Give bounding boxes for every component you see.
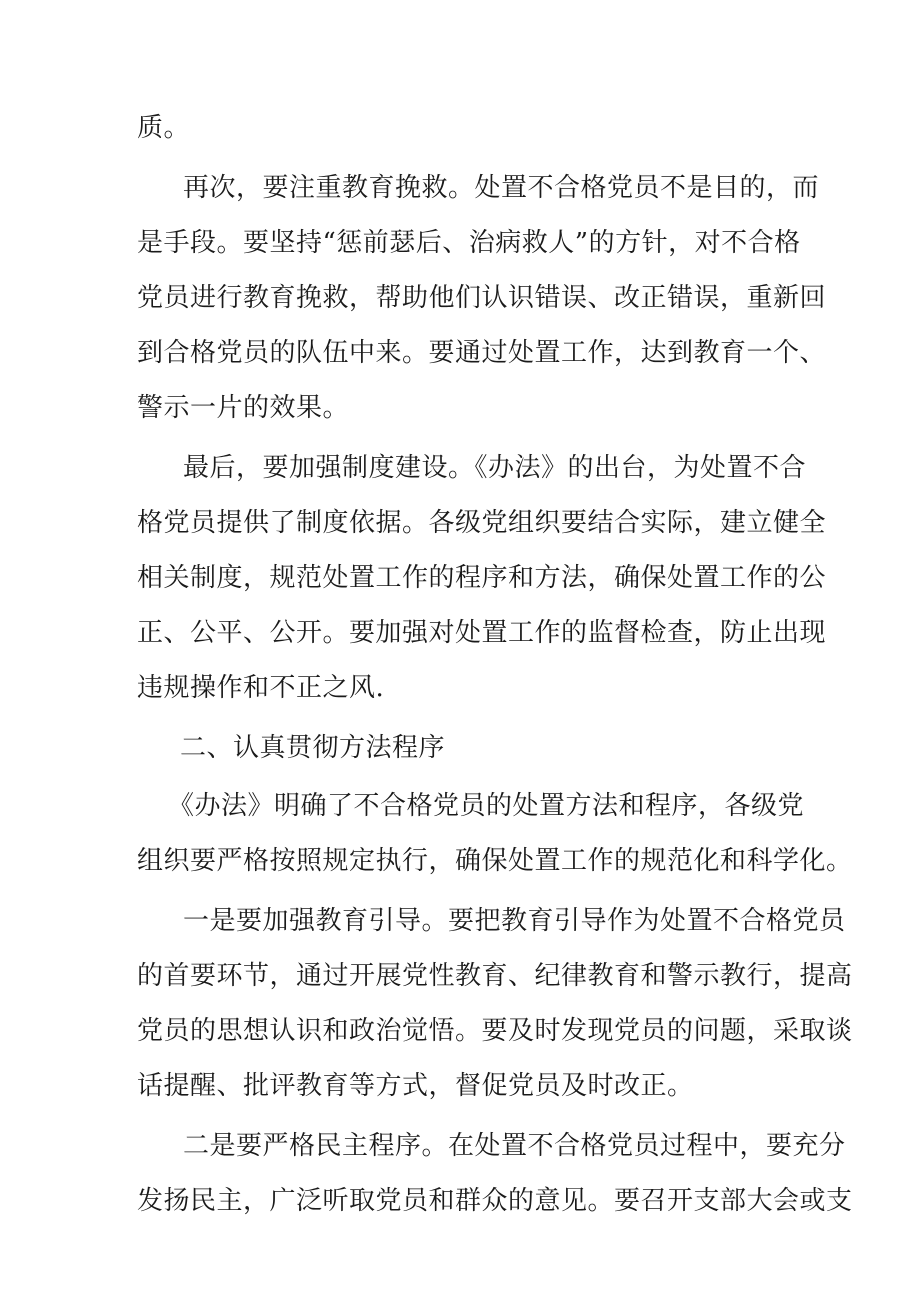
paragraph-line: 质。: [137, 113, 191, 143]
paragraph-line: 的首要环节，通过开展党性教育、纪律教育和警示教行，提高: [137, 961, 853, 991]
paragraph-line: 一是要加强教育引导。要把教育引导作为处置不合格党员: [183, 906, 846, 936]
section-heading: 二、认真贯彻方法程序: [180, 733, 446, 763]
paragraph-line: 二是要严格民主程序。在处置不合格党员过程中，要充分: [183, 1131, 846, 1161]
paragraph-line: 到合格党员的队伍中来。要通过处置工作，达到教育一个、: [137, 338, 827, 368]
paragraph-line: 组织要严格按照规定执行，确保处置工作的规范化和科学化。: [137, 846, 853, 876]
paragraph-line: 相关制度，规范处置工作的程序和方法，确保处置工作的公: [137, 563, 827, 593]
paragraph-line: 格党员提供了制度依据。各级党组织要结合实际，建立健全: [137, 508, 827, 538]
paragraph-line: 《办法》明确了不合格党员的处置方法和程序，各级党: [168, 791, 805, 821]
paragraph-line: 党员进行教育挽救，帮助他们认识错误、改正错误，重新回: [137, 283, 827, 313]
paragraph-line: 违规操作和不正之风.: [137, 673, 385, 703]
paragraph-line: 党员的思想认识和政治觉悟。要及时发现党员的问题，采取谈: [137, 1016, 853, 1046]
paragraph-line: 正、公平、公开。要加强对处置工作的监督检查，防止出现: [137, 618, 827, 648]
paragraph-line: 是手段。要坚持“惩前瑟后、治病救人”的方针，对不合格: [137, 228, 801, 258]
paragraph-line: 最后，要加强制度建设。《办法》的出台，为处置不合: [183, 453, 807, 483]
paragraph-line: 话提醒、批评教育等方式，督促党员及时改正。: [137, 1071, 694, 1101]
paragraph-line: 发扬民主，广泛听取党员和群众的意见。要召开支部大会或支: [137, 1186, 853, 1216]
paragraph-line: 再次，要注重教育挽救。处置不合格党员不是目的，而: [183, 173, 820, 203]
paragraph-line: 警示一片的效果。: [137, 393, 350, 423]
